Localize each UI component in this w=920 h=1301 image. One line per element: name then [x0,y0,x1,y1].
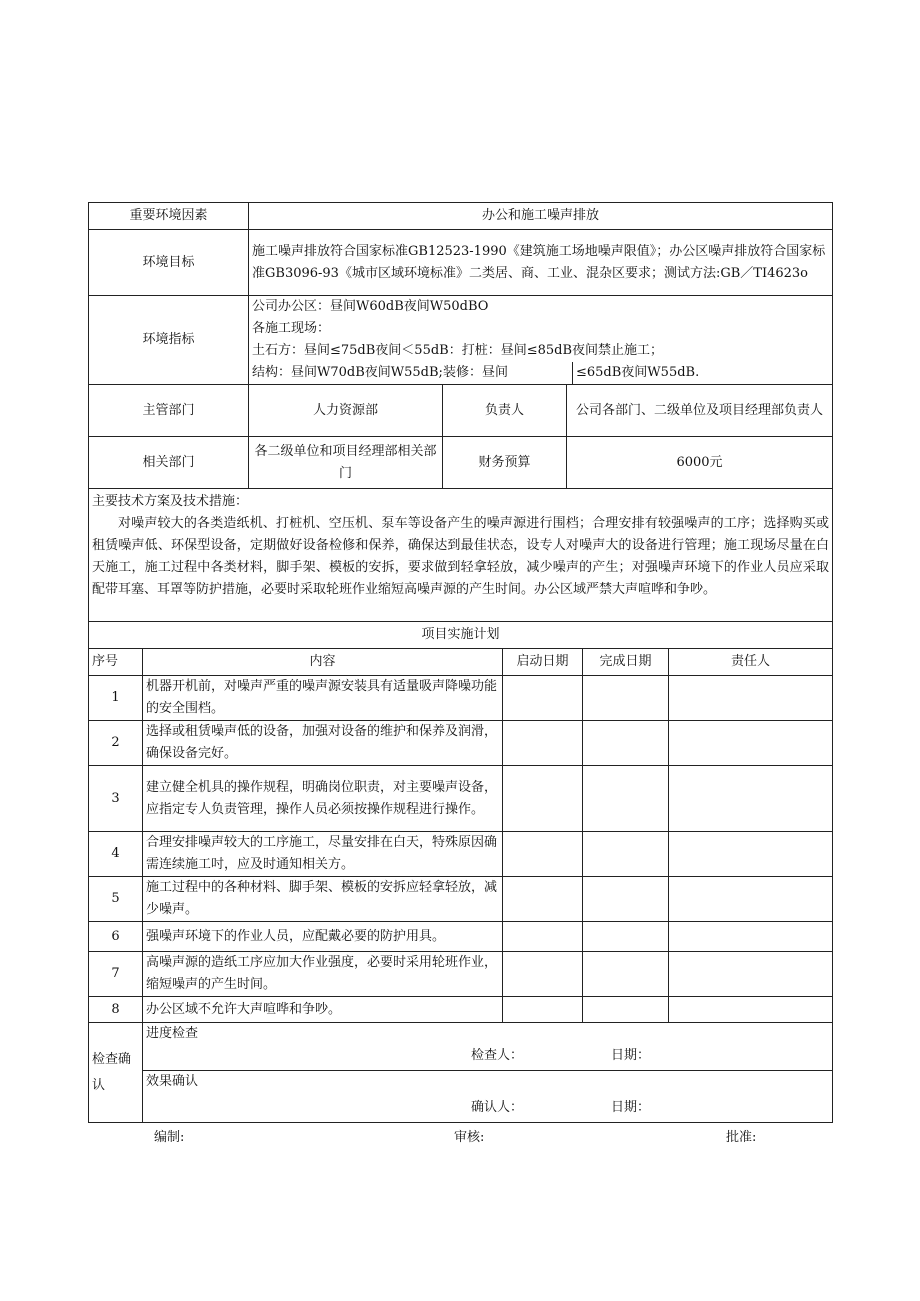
indicator-line-1: 公司办公区：昼间W60dB夜间W50dBO [252,299,489,314]
target-label: 环境目标 [89,230,249,296]
row-owner [669,997,833,1023]
col-start-date: 启动日期 [503,649,583,676]
col-content: 内容 [143,649,503,676]
row-start-date [503,877,583,922]
table-row [89,877,833,922]
row-no: 6 [89,922,143,952]
indicator-label: 环境指标 [89,296,249,385]
col-end-date: 完成日期 [583,649,669,676]
progress-check-cell [143,1023,833,1071]
row-owner [669,832,833,877]
indicator-value [249,296,833,385]
row-owner [669,721,833,766]
related-label: 相关部门 [89,437,249,489]
row-content: 合理安排噪声较大的工序施工，尽量安排在白天，特殊原因确需连续施工吋，应及时通知相关方。 [143,832,503,877]
prepared-by-label: 编制: [154,1130,185,1145]
progress-date-label: 日期： [611,1048,651,1063]
plan-header-row [89,649,833,676]
row-content: 办公区域不允许大声喧哗和争吵。 [143,997,503,1023]
row-no: 8 [89,997,143,1023]
indicator-line-4a: 结构：昼间W70dB夜间W55dB;装修：昼间 [249,362,573,384]
row-no: 5 [89,877,143,922]
budget-label: 财务预算 [443,437,567,489]
row-no: 4 [89,832,143,877]
row-start-date [503,922,583,952]
row-content: 施工过程中的各种材料、脚手架、模板的安拆应轻拿轻放，减少噪声。 [143,877,503,922]
row-end-date [583,877,669,922]
owner-label: 负责人 [443,385,567,437]
table-row [89,922,833,952]
row-start-date [503,676,583,721]
row-start-date [503,952,583,997]
environment-factor-form [88,202,832,1123]
row-content: 建立健全机具的操作规程，明确岗位职责，对主要噪声设备，应指定专人负责管理，操作人员必须按操作规程进行操作。 [143,766,503,832]
row-start-date [503,832,583,877]
confirmer-label: 确认人： [471,1100,524,1115]
inspector-label: 检查人： [471,1048,524,1063]
indicator-line-2: 各施工现场： [252,321,331,336]
row-no: 2 [89,721,143,766]
measures-cell [89,489,833,622]
row-owner [669,766,833,832]
factor-label: 重要环境因素 [89,203,249,230]
row-content: 高噪声源的造纸工序应加大作业强度，必要时采用轮班作业，缩短噪声的产生时间。 [143,952,503,997]
plan-table [88,621,833,1123]
related-value: 各二级单位和项目经理部相关部门 [249,437,443,489]
dept-label: 主管部门 [89,385,249,437]
table-row [89,676,833,721]
indicator-line-3: 土石方：昼间≤75dB夜间＜55dB：打桩：昼间≤85dB夜间禁止施工； [252,343,664,358]
indicator-line-4 [249,362,832,384]
row-end-date [583,832,669,877]
table-row [89,721,833,766]
row-owner [669,952,833,997]
row-end-date [583,721,669,766]
row-end-date [583,922,669,952]
measures-body: 对噪声较大的各类造纸机、打桩机、空压机、泵车等设备产生的噪声源进行围档；合理安排有较强噪声的工序；选择购买或租赁噪声低、环保型设备，定期做好设备检修和保养，确保达到最佳状态，设专人对噪声大的设备进行管理；施工现场尽量在白天施工，施工过程中各类材料，脚手架、模板的安拆，要求做到轻拿轻放，减少噪声的产生；对强噪声环境下的作业人员应采取配带耳塞、耳罩等防护措施，必要时采取轮班作业缩短高噪声源的产生时间。办公区域严禁大声喧哗和争吵。 [92,516,830,597]
progress-check-row [89,1023,833,1071]
row-end-date [583,952,669,997]
row-no: 3 [89,766,143,832]
progress-sign-line [143,1045,832,1067]
row-end-date [583,766,669,832]
row-content: 选择或租赁噪声低的设备，加强对设备的维护和保养及润滑，确保设备完好。 [143,721,503,766]
effect-check-row [89,1071,833,1123]
row-start-date [503,766,583,832]
row-owner [669,922,833,952]
row-no: 7 [89,952,143,997]
target-value: 施工噪声排放符合国家标准GB12523-1990《建筑施工场地噪声限值》；办公区噪声排放符合国家标准GB3096-93《城市区域环境标准》二类居、商、工业、混杂区要求；测试方法:GB／TI4623ο [249,230,833,296]
signature-footer [88,1126,832,1146]
col-no: 序号 [89,649,143,676]
row-content: 机器开机前，对噪声严重的噪声源安装具有适量吸声降噪功能的安全围档。 [143,676,503,721]
factor-value: 办公和施工噪声排放 [249,203,833,230]
measures-title: 主要技术方案及技术措施： [92,494,249,509]
row-owner [669,676,833,721]
row-owner [669,877,833,922]
dept-value: 人力资源部 [249,385,443,437]
table-row [89,766,833,832]
factor-table [88,202,833,622]
col-owner: 责任人 [669,649,833,676]
check-label: 检查确认 [89,1023,143,1123]
row-content: 强噪声环境下的作业人员，应配戴必要的防护用具。 [143,922,503,952]
approved-by-label: 批准: [726,1130,757,1145]
reviewed-by-label: 审核: [454,1130,485,1145]
budget-value: 6000元 [567,437,833,489]
effect-sign-line [143,1097,832,1119]
effect-check-cell [143,1071,833,1123]
table-row [89,832,833,877]
row-start-date [503,721,583,766]
owner-value: 公司各部门、二级单位及项目经理部负责人 [567,385,833,437]
table-row [89,997,833,1023]
row-start-date [503,997,583,1023]
indicator-line-4b: ≤65dB夜间W55dB. [576,365,700,380]
row-no: 1 [89,676,143,721]
progress-title: 进度检查 [146,1026,199,1041]
effect-title: 效果确认 [146,1074,199,1089]
effect-date-label: 日期： [611,1100,651,1115]
table-row [89,952,833,997]
row-end-date [583,676,669,721]
plan-title: 项目实施计划 [89,622,833,649]
row-end-date [583,997,669,1023]
